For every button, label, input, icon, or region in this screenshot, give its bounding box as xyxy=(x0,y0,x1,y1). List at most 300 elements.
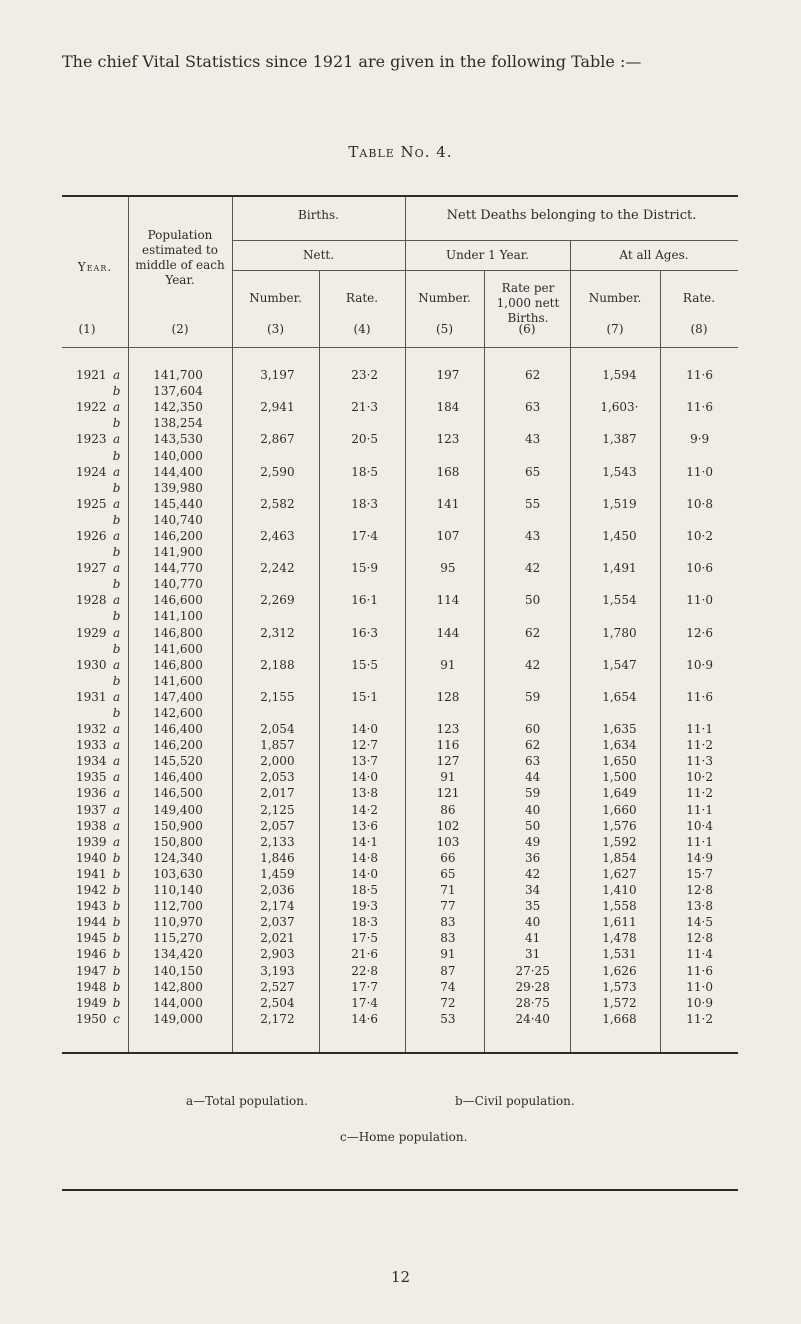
births-rate-cell xyxy=(321,447,408,463)
infant-deaths-cell: 65 xyxy=(440,866,456,881)
infant-rate-cell: 27·25 xyxy=(515,963,550,978)
infant-deaths-cell: 114 xyxy=(436,593,460,608)
population-header: Population estimated to middle of each Year. xyxy=(135,228,225,287)
births-number-cell: 2,021 xyxy=(260,931,295,946)
births-number-cell: 2,155 xyxy=(260,689,295,704)
population-basis-marker: a xyxy=(112,593,121,608)
population-basis-marker: b xyxy=(112,706,121,721)
death-rate-cell: 10·2 xyxy=(686,528,713,543)
death-rate-cell: 11·1 xyxy=(686,722,713,737)
infant-deaths-cell xyxy=(408,383,488,399)
infant-deaths-cell: 91 xyxy=(440,770,456,785)
infant-deaths-cell xyxy=(408,447,488,463)
table-row xyxy=(62,496,738,512)
population-basis-marker: b xyxy=(112,545,121,560)
year-value: 1949 xyxy=(75,995,107,1010)
births-rate-cell: 14·0 xyxy=(351,866,379,881)
vital-statistics-table xyxy=(62,367,738,1027)
births-number-cell: 2,582 xyxy=(260,496,295,511)
births-number-cell xyxy=(234,480,322,496)
infant-rate-cell xyxy=(488,512,578,528)
death-rate-cell: 11·2 xyxy=(686,786,713,801)
births-rate-cell: 20·5 xyxy=(351,432,379,447)
infant-rate-cell: 50 xyxy=(525,593,541,608)
infant-rate-cell: 50 xyxy=(525,818,541,833)
births-rate-cell: 21·6 xyxy=(351,947,379,962)
deaths-number-cell xyxy=(578,512,662,528)
births-rate-cell: 18·5 xyxy=(351,883,379,898)
births-number-cell xyxy=(234,512,322,528)
births-rate-cell xyxy=(321,673,408,689)
population-basis-marker: a xyxy=(112,786,121,801)
births-rate-cell: 14·0 xyxy=(351,722,379,737)
population-basis-marker: b xyxy=(112,512,121,527)
death-rate-cell: 11·1 xyxy=(686,802,713,817)
births-rate-cell: 18·3 xyxy=(351,496,379,511)
infant-deaths-cell xyxy=(408,512,488,528)
births-number-cell: 2,037 xyxy=(260,915,295,930)
year-value: 1943 xyxy=(75,899,107,914)
population-cell: 143,530 xyxy=(153,432,203,447)
table-row xyxy=(62,769,738,785)
allages-number-header: Number. xyxy=(588,291,642,305)
year-value: 1942 xyxy=(75,883,107,898)
table-bottom-rule xyxy=(62,1052,738,1054)
population-basis-marker: b xyxy=(112,899,121,914)
deaths-number-cell xyxy=(578,415,662,431)
births-rate-cell: 19·3 xyxy=(351,899,379,914)
death-rate-cell: 10·8 xyxy=(686,496,713,511)
year-cell xyxy=(62,850,123,866)
births-number-cell xyxy=(234,608,322,624)
population-cell: 103,630 xyxy=(153,866,203,881)
infant-deaths-cell xyxy=(408,576,488,592)
births-number-cell: 2,017 xyxy=(260,786,295,801)
death-rate-cell: 11·4 xyxy=(686,947,713,962)
death-rate-cell xyxy=(661,641,738,657)
year-cell xyxy=(62,641,123,657)
year-cell xyxy=(62,673,123,689)
year-value: 1941 xyxy=(75,866,107,881)
deaths-number-cell: 1,654 xyxy=(602,689,637,704)
under1-header: Under 1 Year. xyxy=(446,248,529,262)
infant-rate-cell: 42 xyxy=(525,866,541,881)
year-value: 1944 xyxy=(75,915,107,930)
population-cell: 141,600 xyxy=(153,673,203,688)
table-row xyxy=(62,608,738,624)
deaths-number-cell: 1,410 xyxy=(602,883,637,898)
population-basis-marker: b xyxy=(112,866,121,881)
deaths-number-cell xyxy=(578,608,662,624)
death-rate-cell: 11·0 xyxy=(686,979,713,994)
births-number-cell: 2,036 xyxy=(260,883,295,898)
year-cell xyxy=(62,431,123,447)
infant-rate-cell: 24·40 xyxy=(515,1011,550,1026)
births-rate-cell: 14·1 xyxy=(351,834,379,849)
infant-deaths-cell: 168 xyxy=(436,464,460,479)
population-basis-marker: b xyxy=(112,384,121,399)
table-row xyxy=(62,431,738,447)
births-rate-cell: 12·7 xyxy=(351,738,379,753)
population-basis-marker: b xyxy=(112,915,121,930)
table-row xyxy=(62,995,738,1011)
death-rate-cell xyxy=(661,512,738,528)
note-b: b—Civil population. xyxy=(455,1094,575,1108)
year-cell xyxy=(62,1011,123,1027)
year-cell xyxy=(62,625,123,641)
infant-rate-cell: 31 xyxy=(525,947,541,962)
births-number-cell: 1,857 xyxy=(260,738,295,753)
infant-rate-cell: 65 xyxy=(525,464,541,479)
deaths-number-cell: 1,854 xyxy=(602,850,637,865)
infant-deaths-cell: 74 xyxy=(440,979,456,994)
infant-rate-cell xyxy=(488,447,578,463)
births-number-cell: 2,133 xyxy=(260,834,295,849)
year-value: 1924 xyxy=(75,464,107,479)
year-value: 1926 xyxy=(75,528,107,543)
infant-rate-cell xyxy=(488,383,578,399)
under1-rule xyxy=(405,270,570,271)
population-basis-marker: a xyxy=(112,528,121,543)
death-rate-cell: 11·2 xyxy=(686,738,713,753)
population-basis-marker: b xyxy=(112,931,121,946)
population-cell: 150,800 xyxy=(153,834,203,849)
births-number-cell: 2,057 xyxy=(260,818,295,833)
under1-number-header: Number. xyxy=(418,291,471,305)
year-cell xyxy=(62,367,123,383)
births-rate-cell xyxy=(321,480,408,496)
table-row xyxy=(62,560,738,576)
death-rate-cell: 11·3 xyxy=(686,754,713,769)
population-cell: 146,200 xyxy=(153,738,203,753)
table-title: Table No. 4. xyxy=(348,143,453,161)
infant-rate-cell: 40 xyxy=(525,802,541,817)
population-basis-marker: b xyxy=(112,480,121,495)
allages-rate-header: Rate. xyxy=(682,291,716,305)
page-number: 12 xyxy=(390,1268,411,1286)
table-row xyxy=(62,737,738,753)
births-rate-cell: 16·3 xyxy=(351,625,379,640)
year-value: 1946 xyxy=(75,947,107,962)
year-value: 1922 xyxy=(75,400,107,415)
death-rate-cell: 10·9 xyxy=(686,657,713,672)
infant-deaths-cell: 123 xyxy=(436,432,460,447)
footer-rule xyxy=(62,1189,738,1191)
year-value: 1930 xyxy=(75,657,107,672)
population-cell: 147,400 xyxy=(153,689,203,704)
deaths-number-cell xyxy=(578,544,662,560)
infant-rate-cell: 63 xyxy=(525,400,541,415)
births-rate-cell xyxy=(321,705,408,721)
year-value: 1931 xyxy=(75,689,107,704)
col-num-5: (5) xyxy=(436,322,453,336)
population-cell: 146,200 xyxy=(153,528,203,543)
births-number-cell: 2,527 xyxy=(260,979,295,994)
births-rule xyxy=(232,240,405,241)
year-cell xyxy=(62,946,123,962)
births-rate-cell xyxy=(321,608,408,624)
population-basis-marker: a xyxy=(112,464,121,479)
table-row xyxy=(62,576,738,592)
births-rate-cell: 15·9 xyxy=(351,561,379,576)
year-cell xyxy=(62,383,123,399)
population-basis-marker: a xyxy=(112,368,121,383)
under1-rate-header: Rate per 1,000 nett Births. xyxy=(496,281,560,325)
population-basis-marker: b xyxy=(112,850,121,865)
death-rate-cell xyxy=(661,544,738,560)
infant-deaths-cell xyxy=(408,544,488,560)
year-value: 1932 xyxy=(75,722,107,737)
deaths-number-cell: 1,649 xyxy=(602,786,637,801)
births-rate-cell xyxy=(321,383,408,399)
population-cell: 146,400 xyxy=(153,722,203,737)
table-row xyxy=(62,528,738,544)
deaths-number-cell xyxy=(578,705,662,721)
table-row xyxy=(62,673,738,689)
population-cell: 144,770 xyxy=(153,561,203,576)
population-basis-marker: a xyxy=(112,722,121,737)
table-row xyxy=(62,930,738,946)
population-basis-marker: c xyxy=(113,1011,120,1026)
births-rate-cell: 18·3 xyxy=(351,915,379,930)
infant-rate-cell xyxy=(488,544,578,560)
births-number-cell xyxy=(234,415,322,431)
year-value: 1948 xyxy=(75,979,107,994)
table-row xyxy=(62,914,738,930)
year-cell xyxy=(62,496,123,512)
deaths-number-cell: 1,650 xyxy=(602,754,637,769)
death-rate-cell: 15·7 xyxy=(686,866,713,881)
population-basis-marker: a xyxy=(112,432,121,447)
death-rate-cell xyxy=(661,705,738,721)
year-cell xyxy=(62,721,123,737)
year-value: 1940 xyxy=(75,850,107,865)
infant-deaths-cell xyxy=(408,673,488,689)
infant-rate-cell: 40 xyxy=(525,915,541,930)
population-basis-marker: b xyxy=(112,979,121,994)
births-number-cell xyxy=(234,544,322,560)
births-rate-cell: 22·8 xyxy=(351,963,379,978)
population-cell: 140,150 xyxy=(153,963,203,978)
population-basis-marker: a xyxy=(112,625,121,640)
table-row xyxy=(62,882,738,898)
year-cell xyxy=(62,962,123,978)
births-number-cell: 2,174 xyxy=(260,899,295,914)
table-row xyxy=(62,415,738,431)
infant-deaths-cell: 83 xyxy=(440,931,456,946)
year-value: 1925 xyxy=(75,496,107,511)
intro-text: The chief Vital Statistics since 1921 are given in the following Table :— xyxy=(62,52,642,71)
year-cell xyxy=(62,737,123,753)
births-number-cell: 2,188 xyxy=(260,657,295,672)
population-cell: 149,000 xyxy=(153,1011,203,1026)
year-cell xyxy=(62,657,123,673)
infant-rate-cell xyxy=(488,705,578,721)
deaths-number-cell: 1,668 xyxy=(602,1011,637,1026)
death-rate-cell xyxy=(661,673,738,689)
col-num-3: (3) xyxy=(267,322,284,336)
births-number-cell: 2,172 xyxy=(260,1011,295,1026)
death-rate-cell: 11·0 xyxy=(686,593,713,608)
year-value: 1929 xyxy=(75,625,107,640)
table-row xyxy=(62,544,738,560)
population-cell: 144,400 xyxy=(153,464,203,479)
year-value: 1927 xyxy=(75,561,107,576)
population-basis-marker: a xyxy=(112,561,121,576)
year-value: 1923 xyxy=(75,432,107,447)
year-value: 1938 xyxy=(75,818,107,833)
births-number-cell: 2,125 xyxy=(260,802,295,817)
infant-deaths-cell: 127 xyxy=(436,754,460,769)
population-basis-marker: b xyxy=(112,448,121,463)
infant-rate-cell xyxy=(488,641,578,657)
births-number-cell: 2,242 xyxy=(260,561,295,576)
births-number-cell: 2,054 xyxy=(260,722,295,737)
note-c: c—Home population. xyxy=(340,1130,468,1144)
table-row xyxy=(62,592,738,608)
table-row xyxy=(62,625,738,641)
infant-deaths-cell: 184 xyxy=(436,400,460,415)
population-cell: 146,400 xyxy=(153,770,203,785)
col-num-8: (8) xyxy=(690,322,708,336)
births-rate-cell: 14·0 xyxy=(351,770,379,785)
births-rate-cell: 13·7 xyxy=(351,754,379,769)
population-basis-marker: b xyxy=(112,947,121,962)
population-basis-marker: b xyxy=(112,416,121,431)
year-cell xyxy=(62,592,123,608)
deaths-number-cell: 1,572 xyxy=(602,995,637,1010)
table-top-rule xyxy=(62,195,738,197)
deaths-number-cell xyxy=(578,383,662,399)
deaths-number-cell: 1,519 xyxy=(602,496,637,511)
year-value: 1936 xyxy=(75,786,107,801)
births-rate-cell xyxy=(321,576,408,592)
table-row xyxy=(62,818,738,834)
table-row xyxy=(62,979,738,995)
year-cell xyxy=(62,512,123,528)
population-cell: 141,900 xyxy=(153,545,203,560)
death-rate-cell: 10·4 xyxy=(686,818,713,833)
death-rate-cell: 11·6 xyxy=(686,963,713,978)
year-header: Year. xyxy=(77,260,113,274)
death-rate-cell xyxy=(661,480,738,496)
table-row xyxy=(62,898,738,914)
allages-header: At all Ages. xyxy=(619,248,689,262)
col-num-7: (7) xyxy=(606,322,624,336)
table-row xyxy=(62,464,738,480)
year-cell xyxy=(62,464,123,480)
year-value: 1950 xyxy=(75,1011,107,1026)
table-row xyxy=(62,447,738,463)
table-row xyxy=(62,641,738,657)
infant-deaths-cell: 83 xyxy=(440,915,456,930)
births-number-cell: 2,903 xyxy=(260,947,295,962)
births-header: Births. xyxy=(298,208,339,222)
table-row xyxy=(62,962,738,978)
infant-deaths-cell: 121 xyxy=(436,786,460,801)
population-cell: 112,700 xyxy=(153,899,203,914)
deaths-header: Nett Deaths belonging to the District. xyxy=(446,208,697,223)
births-number-cell: 2,867 xyxy=(260,432,295,447)
death-rate-cell: 14·5 xyxy=(686,915,713,930)
death-rate-cell: 14·9 xyxy=(686,850,713,865)
table-row xyxy=(62,850,738,866)
table-row xyxy=(62,721,738,737)
infant-rate-cell: 62 xyxy=(525,368,541,383)
death-rate-cell: 10·9 xyxy=(686,995,713,1010)
death-rate-cell xyxy=(661,415,738,431)
population-cell: 146,600 xyxy=(153,593,203,608)
births-rate-cell: 14·2 xyxy=(351,802,379,817)
infant-rate-cell: 60 xyxy=(525,722,541,737)
births-number-cell: 2,504 xyxy=(260,995,295,1010)
births-rate-cell: 14·6 xyxy=(351,1011,379,1026)
births-number-cell: 3,193 xyxy=(260,963,295,978)
births-number-cell: 2,941 xyxy=(260,400,295,415)
year-cell xyxy=(62,785,123,801)
births-number-cell: 2,312 xyxy=(260,625,295,640)
population-basis-marker: b xyxy=(112,995,121,1010)
births-rate-cell: 17·5 xyxy=(351,931,379,946)
deaths-number-cell: 1,547 xyxy=(602,657,637,672)
population-cell: 141,600 xyxy=(153,641,203,656)
births-rate-cell: 16·1 xyxy=(351,593,379,608)
population-basis-marker: b xyxy=(112,963,121,978)
table-row xyxy=(62,785,738,801)
births-rate-cell: 13·8 xyxy=(351,786,379,801)
deaths-number-cell: 1,611 xyxy=(602,915,637,930)
population-cell: 124,340 xyxy=(153,850,203,865)
table-row xyxy=(62,383,738,399)
births-rate-cell xyxy=(321,415,408,431)
population-basis-marker: a xyxy=(112,689,121,704)
population-basis-marker: a xyxy=(112,802,121,817)
nett-header: Nett. xyxy=(302,248,335,262)
population-cell: 149,400 xyxy=(153,802,203,817)
year-cell xyxy=(62,802,123,818)
year-cell xyxy=(62,399,123,415)
population-cell: 142,350 xyxy=(153,400,203,415)
year-cell xyxy=(62,480,123,496)
table-row xyxy=(62,753,738,769)
population-cell: 146,500 xyxy=(153,786,203,801)
deaths-number-cell: 1,576 xyxy=(602,818,637,833)
year-cell xyxy=(62,898,123,914)
population-basis-marker: a xyxy=(112,834,121,849)
year-cell xyxy=(62,834,123,850)
infant-deaths-cell: 53 xyxy=(440,1011,456,1026)
births-rate-cell: 15·1 xyxy=(351,689,379,704)
deaths-number-cell: 1,531 xyxy=(602,947,637,962)
births-number-cell: 2,053 xyxy=(260,770,295,785)
infant-rate-cell: 35 xyxy=(525,899,541,914)
year-value: 1945 xyxy=(75,931,107,946)
col-num-1: (1) xyxy=(78,322,96,336)
population-basis-marker: b xyxy=(112,641,121,656)
infant-rate-cell: 59 xyxy=(525,689,541,704)
infant-rate-cell: 34 xyxy=(525,883,541,898)
infant-rate-cell: 28·75 xyxy=(515,995,550,1010)
death-rate-cell: 11·6 xyxy=(686,400,713,415)
infant-deaths-cell: 91 xyxy=(440,657,456,672)
births-rate-cell: 17·4 xyxy=(351,995,379,1010)
deaths-number-cell: 1,635 xyxy=(602,722,637,737)
deaths-number-cell: 1,573 xyxy=(602,979,637,994)
infant-deaths-cell: 86 xyxy=(440,802,456,817)
table-row xyxy=(62,834,738,850)
infant-deaths-cell: 87 xyxy=(440,963,456,978)
deaths-number-cell: 1,627 xyxy=(602,866,637,881)
